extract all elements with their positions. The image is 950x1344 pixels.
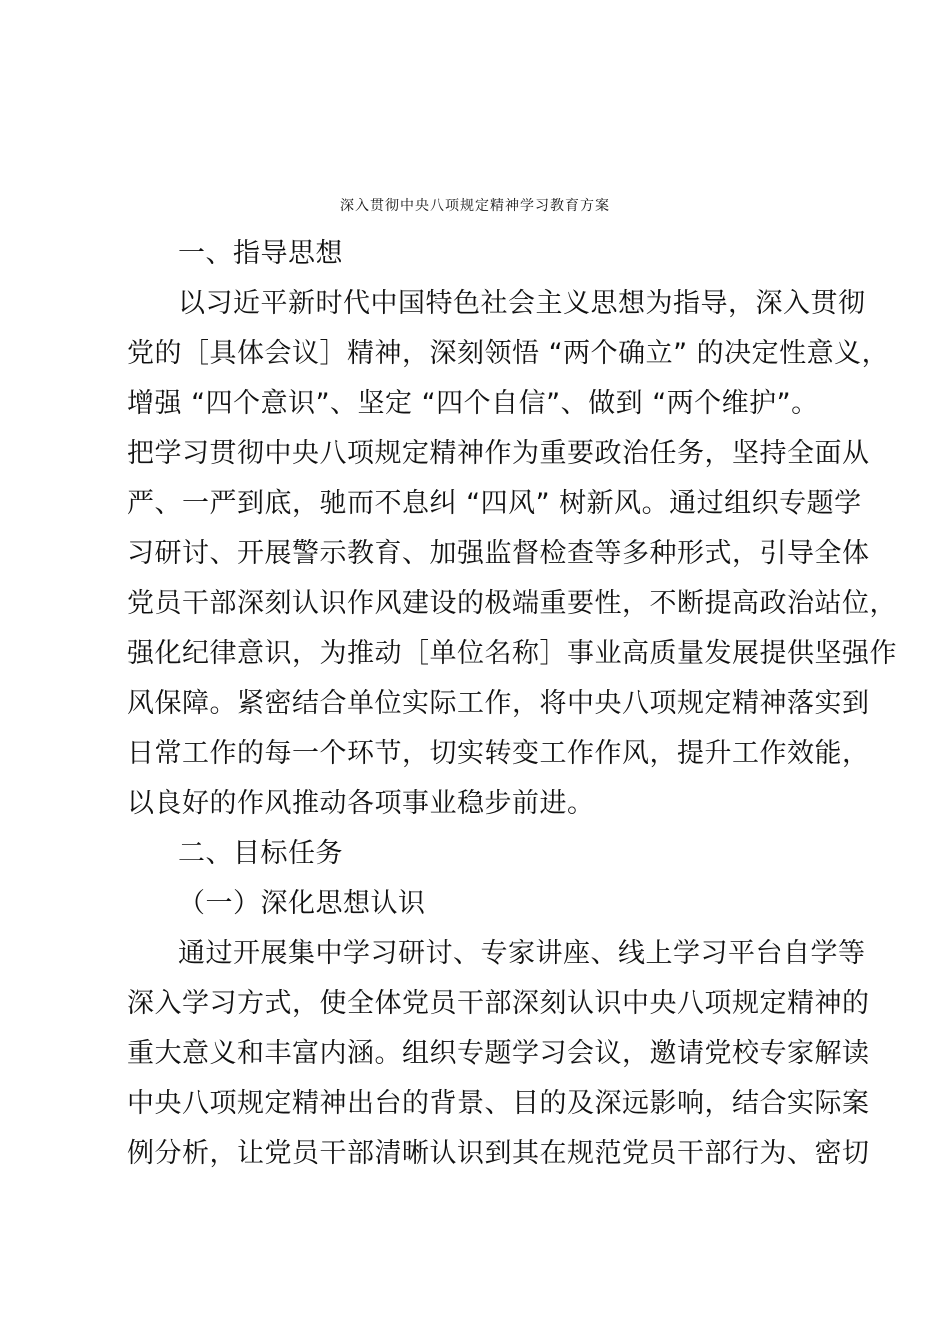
section2-line: 通过开展集中学习研讨、专家讲座、线上学习平台自学等 xyxy=(178,938,866,969)
section2-line: 重大意义和丰富内涵。组织专题学习会议，邀请党校专家解读 xyxy=(127,1038,870,1069)
section1-line: 严、一严到底，驰而不息纠 “四风” 树新风。通过组织专题学 xyxy=(127,488,862,519)
section1-heading: 一、指导思想 xyxy=(178,238,343,269)
section1-line: 党的［具体会议］精神，深刻领悟 “两个确立” 的决定性意义， xyxy=(127,338,890,369)
section1-line: 增强 “四个意识”、坚定 “四个自信”、做到 “两个维护”。 xyxy=(127,388,819,419)
section1-line: 以习近平新时代中国特色社会主义思想为指导，深入贯彻 xyxy=(178,288,866,319)
section1-line: 以良好的作风推动各项事业稳步前进。 xyxy=(127,788,595,819)
section2-line: 深入学习方式，使全体党员干部深刻认识中央八项规定精神的 xyxy=(127,988,870,1019)
section2-line: 中央八项规定精神出台的背景、目的及深远影响，结合实际案 xyxy=(127,1088,870,1119)
section1-line: 强化纪律意识，为推动［单位名称］事业高质量发展提供坚强作 xyxy=(127,638,897,669)
section1-line: 日常工作的每一个环节，切实转变工作作风，提升工作效能， xyxy=(127,738,870,769)
section1-line: 党员干部深刻认识作风建设的极端重要性，不断提高政治站位， xyxy=(127,588,897,619)
section1-line: 风保障。紧密结合单位实际工作，将中央八项规定精神落实到 xyxy=(127,688,870,719)
document-title: 深入贯彻中央八项规定精神学习教育方案 xyxy=(340,198,610,214)
section2-heading: 二、目标任务 xyxy=(178,838,343,869)
section2-subheading: （一）深化思想认识 xyxy=(178,888,426,919)
section1-line: 把学习贯彻中央八项规定精神作为重要政治任务，坚持全面从 xyxy=(127,438,870,469)
section2-line: 例分析，让党员干部清晰认识到其在规范党员干部行为、密切 xyxy=(127,1138,870,1169)
section1-line: 习研讨、开展警示教育、加强监督检查等多种形式，引导全体 xyxy=(127,538,870,569)
